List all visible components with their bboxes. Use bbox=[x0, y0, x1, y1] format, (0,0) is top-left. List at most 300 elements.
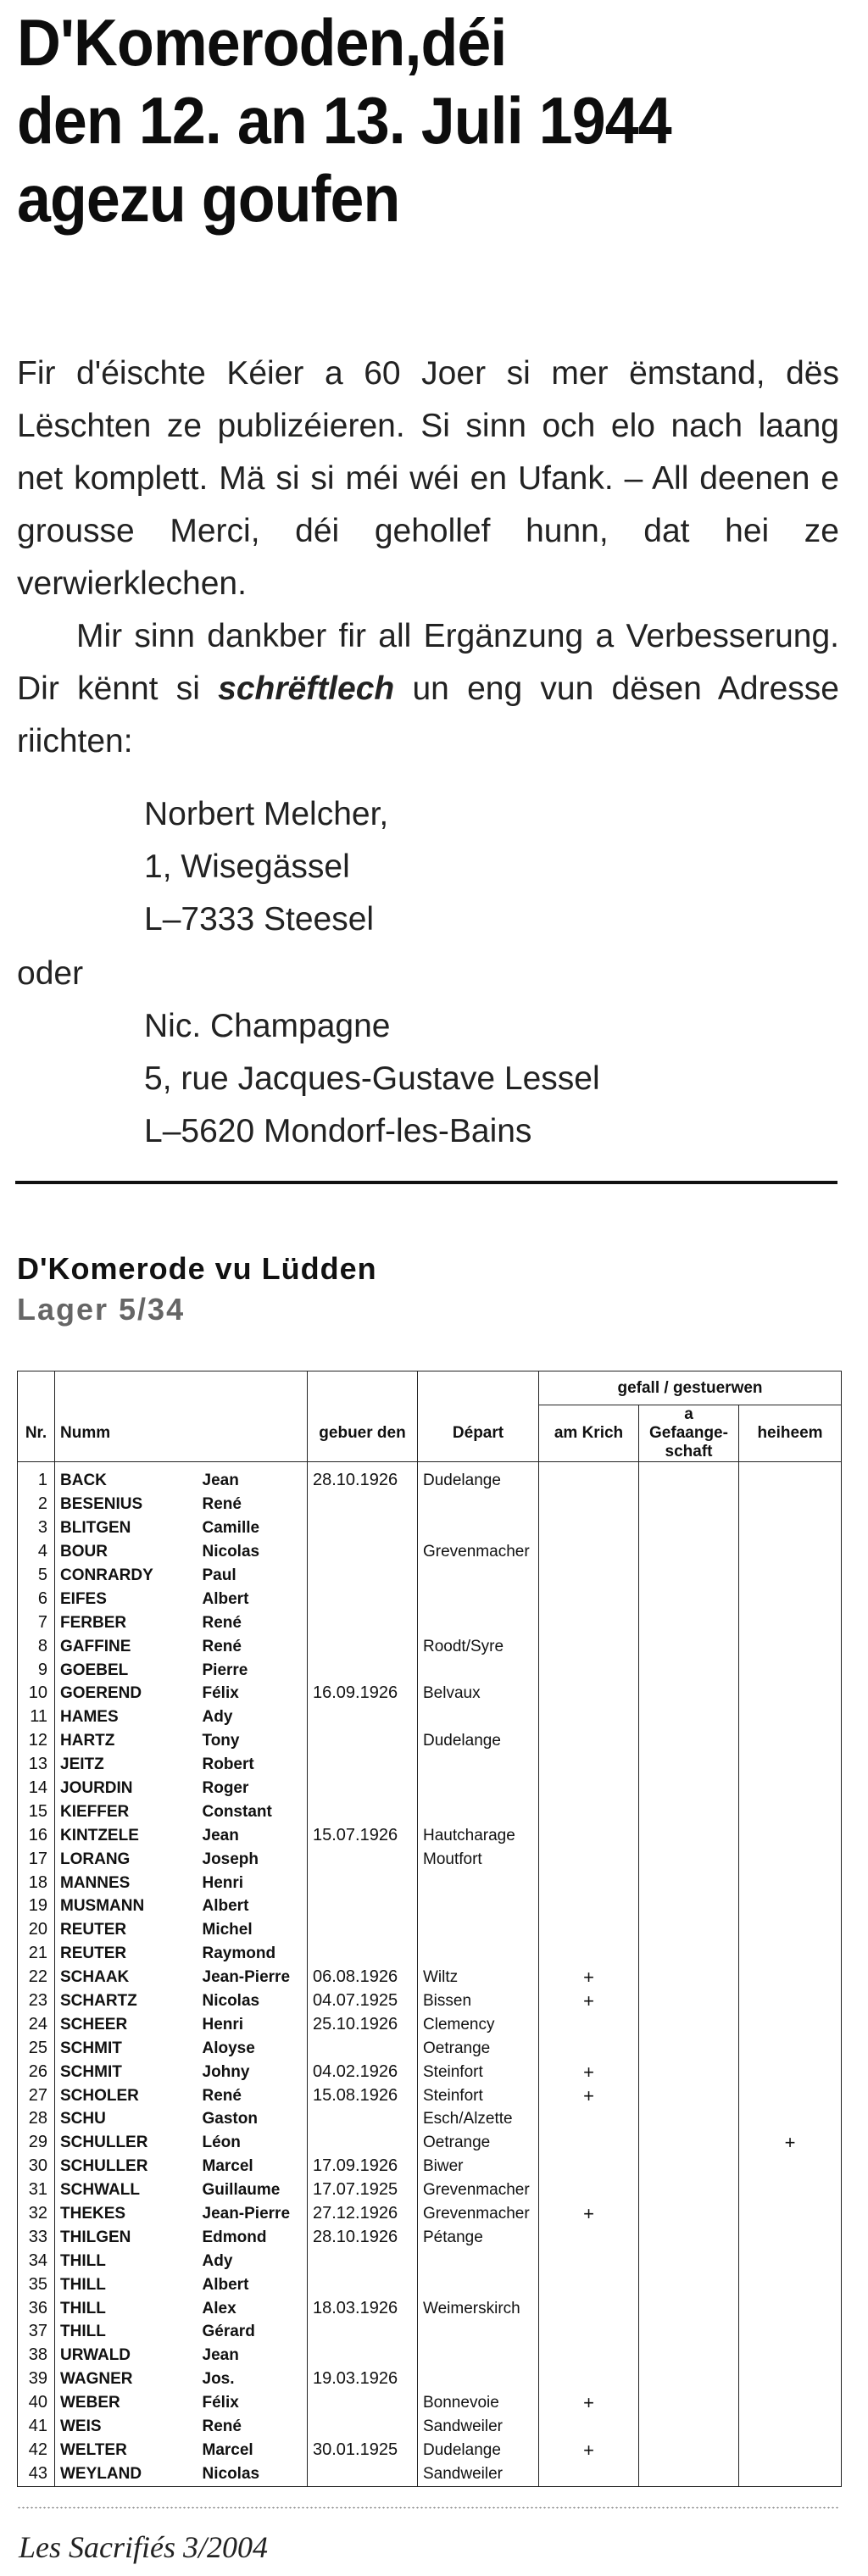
table-row bbox=[18, 1588, 842, 1611]
died-in-captivity-mark-cell bbox=[639, 2226, 739, 2250]
row-number-cell: 6 bbox=[18, 1588, 55, 1611]
first-name-cell: René bbox=[198, 1634, 308, 1658]
fallen-in-war-mark-cell bbox=[539, 2013, 639, 2037]
died-in-captivity-mark-cell bbox=[639, 2202, 739, 2226]
birth-date-cell bbox=[308, 1871, 418, 1894]
birth-date-cell bbox=[308, 1942, 418, 1966]
footer-text: Les Sacrifiés 3/2004 bbox=[19, 2530, 268, 2564]
surname-cell: URWALD bbox=[55, 2344, 198, 2367]
birth-date-cell: 28.10.1926 bbox=[308, 1462, 418, 1494]
row-number-cell: 30 bbox=[18, 2155, 55, 2178]
fallen-in-war-mark-cell bbox=[539, 1634, 639, 1658]
surname-cell: THEKES bbox=[55, 2202, 198, 2226]
fallen-in-war-mark-cell: + bbox=[539, 2202, 639, 2226]
first-name-cell: Marcel bbox=[198, 2155, 308, 2178]
died-at-home-mark-cell bbox=[739, 2273, 842, 2296]
first-name-cell: Albert bbox=[198, 1588, 308, 1611]
fallen-in-war-mark-cell bbox=[539, 2273, 639, 2296]
fallen-in-war-mark-cell bbox=[539, 1682, 639, 1705]
died-in-captivity-mark-cell bbox=[639, 2415, 739, 2439]
died-in-captivity-mark-cell bbox=[639, 2060, 739, 2084]
first-name-cell: Tony bbox=[198, 1729, 308, 1753]
died-at-home-mark-cell bbox=[739, 1989, 842, 2013]
fallen-in-war-mark-cell: + bbox=[539, 2391, 639, 2415]
section-divider bbox=[15, 1181, 837, 1184]
died-in-captivity-mark-cell bbox=[639, 1894, 739, 1918]
died-at-home-mark-cell bbox=[739, 2013, 842, 2037]
birth-date-cell: 19.03.1926 bbox=[308, 2367, 418, 2391]
fallen-in-war-mark-cell bbox=[539, 2462, 639, 2487]
fallen-in-war-mark-cell: + bbox=[539, 2060, 639, 2084]
first-name-cell: Jean-Pierre bbox=[198, 2202, 308, 2226]
first-name-cell: Guillaume bbox=[198, 2178, 308, 2202]
died-in-captivity-mark-cell bbox=[639, 2273, 739, 2296]
died-in-captivity-mark-cell bbox=[639, 2013, 739, 2037]
fallen-in-war-mark-cell bbox=[539, 2296, 639, 2320]
birth-date-cell bbox=[308, 1564, 418, 1588]
died-in-captivity-mark-cell bbox=[639, 1564, 739, 1588]
departure-place-cell: Biwer bbox=[418, 2155, 539, 2178]
died-in-captivity-mark-cell bbox=[639, 1918, 739, 1942]
died-at-home-mark-cell bbox=[739, 1966, 842, 1989]
birth-date-cell bbox=[308, 1658, 418, 1682]
departure-place-cell: Dudelange bbox=[418, 1462, 539, 1494]
fallen-in-war-mark-cell bbox=[539, 1871, 639, 1894]
died-at-home-mark-cell bbox=[739, 2367, 842, 2391]
fallen-in-war-mark-cell bbox=[539, 2107, 639, 2131]
table-row bbox=[18, 2391, 842, 2415]
died-in-captivity-mark-cell bbox=[639, 1493, 739, 1516]
birth-date-cell bbox=[308, 2107, 418, 2131]
departure-place-cell bbox=[418, 1800, 539, 1824]
died-in-captivity-mark-cell bbox=[639, 1942, 739, 1966]
died-at-home-mark-cell bbox=[739, 2415, 842, 2439]
birth-date-cell bbox=[308, 2037, 418, 2061]
row-number-cell: 7 bbox=[18, 1611, 55, 1635]
died-in-captivity-mark-cell bbox=[639, 1753, 739, 1777]
surname-cell: WEBER bbox=[55, 2391, 198, 2415]
died-in-captivity-mark-cell bbox=[639, 2107, 739, 2131]
died-at-home-mark-cell: + bbox=[739, 2131, 842, 2155]
fallen-in-war-mark-cell: + bbox=[539, 2439, 639, 2462]
address-block-1 bbox=[144, 788, 388, 946]
first-name-cell: Nicolas bbox=[198, 1540, 308, 1564]
table-row bbox=[18, 2202, 842, 2226]
died-in-captivity-mark-cell bbox=[639, 2462, 739, 2487]
departure-place-cell: Bonnevoie bbox=[418, 2391, 539, 2415]
intro-text-segment: Mir sinn dankber fir all Ergänzung a Verbesserung. Dir kënnt si bbox=[17, 618, 839, 707]
departure-place-cell: Wiltz bbox=[418, 1966, 539, 1989]
row-number-cell: 33 bbox=[18, 2226, 55, 2250]
fallen-in-war-mark-cell bbox=[539, 2131, 639, 2155]
departure-place-cell: Sandweiler bbox=[418, 2462, 539, 2487]
fallen-in-war-mark-cell bbox=[539, 1800, 639, 1824]
surname-cell: WEYLAND bbox=[55, 2462, 198, 2487]
fallen-in-war-mark-cell bbox=[539, 1493, 639, 1516]
fallen-in-war-mark-cell bbox=[539, 2178, 639, 2202]
header-spacer bbox=[308, 1371, 418, 1405]
surname-cell: WELTER bbox=[55, 2439, 198, 2462]
roster-body bbox=[18, 1462, 842, 2487]
table-row bbox=[18, 2131, 842, 2155]
died-in-captivity-mark-cell bbox=[639, 2367, 739, 2391]
departure-place-cell: Grevenmacher bbox=[418, 1540, 539, 1564]
surname-cell: REUTER bbox=[55, 1942, 198, 1966]
row-number-cell: 16 bbox=[18, 1824, 55, 1848]
surname-cell: THILL bbox=[55, 2273, 198, 2296]
row-number-cell: 22 bbox=[18, 1966, 55, 1989]
first-name-cell: Marcel bbox=[198, 2439, 308, 2462]
row-number-cell: 28 bbox=[18, 2107, 55, 2131]
surname-cell: SCHMIT bbox=[55, 2037, 198, 2061]
birth-date-cell bbox=[308, 1516, 418, 1540]
departure-place-cell: Pétange bbox=[418, 2226, 539, 2250]
first-name-cell: Jos. bbox=[198, 2367, 308, 2391]
table-row bbox=[18, 1705, 842, 1729]
fallen-in-war-mark-cell bbox=[539, 1705, 639, 1729]
table-row bbox=[18, 1894, 842, 1918]
died-in-captivity-mark-cell bbox=[639, 1729, 739, 1753]
row-number-cell: 9 bbox=[18, 1658, 55, 1682]
died-at-home-mark-cell bbox=[739, 2202, 842, 2226]
surname-cell: THILL bbox=[55, 2250, 198, 2273]
table-row bbox=[18, 1540, 842, 1564]
column-header-nr: Nr. bbox=[18, 1405, 55, 1462]
table-row bbox=[18, 1966, 842, 1989]
table-row bbox=[18, 2439, 842, 2462]
table-row bbox=[18, 1871, 842, 1894]
surname-cell: SCHULLER bbox=[55, 2155, 198, 2178]
fallen-in-war-mark-cell bbox=[539, 2226, 639, 2250]
died-in-captivity-mark-cell bbox=[639, 2178, 739, 2202]
birth-date-cell bbox=[308, 2320, 418, 2344]
surname-cell: GOEBEL bbox=[55, 1658, 198, 1682]
first-name-cell: Constant bbox=[198, 1800, 308, 1824]
row-number-cell: 29 bbox=[18, 2131, 55, 2155]
table-row bbox=[18, 2060, 842, 2084]
first-name-cell: Paul bbox=[198, 1564, 308, 1588]
died-at-home-mark-cell bbox=[739, 1682, 842, 1705]
fallen-in-war-mark-cell bbox=[539, 1942, 639, 1966]
departure-place-cell: Moutfort bbox=[418, 1847, 539, 1871]
row-number-cell: 43 bbox=[18, 2462, 55, 2487]
section-subtitle: Lager 5/34 bbox=[17, 1292, 186, 1327]
table-row bbox=[18, 2273, 842, 2296]
column-header-depart: Départ bbox=[418, 1405, 539, 1462]
birth-date-cell bbox=[308, 1847, 418, 1871]
birth-date-cell: 16.09.1926 bbox=[308, 1682, 418, 1705]
table-row bbox=[18, 1824, 842, 1848]
died-in-captivity-mark-cell bbox=[639, 2391, 739, 2415]
departure-place-cell bbox=[418, 2273, 539, 2296]
row-number-cell: 3 bbox=[18, 1516, 55, 1540]
table-row bbox=[18, 2013, 842, 2037]
table-row bbox=[18, 2178, 842, 2202]
died-at-home-mark-cell bbox=[739, 2344, 842, 2367]
header-spacer bbox=[55, 1371, 308, 1405]
birth-date-cell bbox=[308, 1540, 418, 1564]
fallen-in-war-mark-cell bbox=[539, 1894, 639, 1918]
birth-date-cell bbox=[308, 2415, 418, 2439]
died-at-home-mark-cell bbox=[739, 2320, 842, 2344]
column-header-numm: Numm bbox=[55, 1405, 308, 1462]
intro-paragraph: Fir d'éischte Kéier a 60 Joer si mer ëmstand, dës Lëschten ze publizéieren. Si sinn och elo nach laang net komplett. Mä si si méi wéi en Ufank. – All deenen e grousse Merci, déi gehollef hunn, dat hei ze verwierklechen. bbox=[17, 355, 839, 602]
first-name-cell: Henri bbox=[198, 2013, 308, 2037]
first-name-cell: Jean-Pierre bbox=[198, 1966, 308, 1989]
headline-halftone-band bbox=[17, 251, 839, 276]
first-name-cell: Robert bbox=[198, 1753, 308, 1777]
row-number-cell: 10 bbox=[18, 1682, 55, 1705]
surname-cell: THILL bbox=[55, 2296, 198, 2320]
row-number-cell: 18 bbox=[18, 1871, 55, 1894]
died-in-captivity-mark-cell bbox=[639, 1871, 739, 1894]
died-at-home-mark-cell bbox=[739, 1777, 842, 1800]
birth-date-cell: 18.03.1926 bbox=[308, 2296, 418, 2320]
departure-place-cell: Steinfort bbox=[418, 2060, 539, 2084]
birth-date-cell bbox=[308, 1634, 418, 1658]
first-name-cell: Félix bbox=[198, 2391, 308, 2415]
died-in-captivity-mark-cell bbox=[639, 2344, 739, 2367]
row-number-cell: 26 bbox=[18, 2060, 55, 2084]
row-number-cell: 20 bbox=[18, 1918, 55, 1942]
died-in-captivity-mark-cell bbox=[639, 1634, 739, 1658]
died-at-home-mark-cell bbox=[739, 1871, 842, 1894]
birth-date-cell: 15.08.1926 bbox=[308, 2084, 418, 2107]
table-row bbox=[18, 2107, 842, 2131]
departure-place-cell: Dudelange bbox=[418, 2439, 539, 2462]
headline-line: D'Komeroden,déi bbox=[17, 5, 507, 80]
row-number-cell: 11 bbox=[18, 1705, 55, 1729]
died-in-captivity-mark-cell bbox=[639, 2037, 739, 2061]
died-at-home-mark-cell bbox=[739, 1493, 842, 1516]
first-name-cell: Johny bbox=[198, 2060, 308, 2084]
table-row bbox=[18, 2296, 842, 2320]
died-at-home-mark-cell bbox=[739, 1824, 842, 1848]
surname-cell: SCHULLER bbox=[55, 2131, 198, 2155]
departure-place-cell: Hautcharage bbox=[418, 1824, 539, 1848]
section-title: D'Komerode vu Lüdden bbox=[17, 1251, 377, 1286]
birth-date-cell: 28.10.1926 bbox=[308, 2226, 418, 2250]
died-in-captivity-mark-cell bbox=[639, 1540, 739, 1564]
surname-cell: SCHEER bbox=[55, 2013, 198, 2037]
departure-place-cell bbox=[418, 1894, 539, 1918]
departure-place-cell: Clemency bbox=[418, 2013, 539, 2037]
departure-place-cell: Sandweiler bbox=[418, 2415, 539, 2439]
fallen-in-war-mark-cell bbox=[539, 1729, 639, 1753]
died-at-home-mark-cell bbox=[739, 2037, 842, 2061]
birth-date-cell: 04.07.1925 bbox=[308, 1989, 418, 2013]
intro-paragraph-2 bbox=[17, 610, 839, 768]
died-in-captivity-mark-cell bbox=[639, 1611, 739, 1635]
intro-text-segment: un eng vun dësen Adresse riichten: bbox=[17, 670, 839, 759]
birth-date-cell bbox=[308, 1729, 418, 1753]
birth-date-cell: 25.10.1926 bbox=[308, 2013, 418, 2037]
died-in-captivity-mark-cell bbox=[639, 1588, 739, 1611]
fallen-in-war-mark-cell bbox=[539, 1540, 639, 1564]
first-name-cell: Edmond bbox=[198, 2226, 308, 2250]
died-at-home-mark-cell bbox=[739, 1540, 842, 1564]
surname-cell: THILL bbox=[55, 2320, 198, 2344]
emphasis-text: schrëftlech bbox=[218, 670, 395, 707]
died-in-captivity-mark-cell bbox=[639, 1516, 739, 1540]
first-name-cell: Ady bbox=[198, 1705, 308, 1729]
surname-cell: SCHARTZ bbox=[55, 1989, 198, 2013]
fallen-in-war-mark-cell: + bbox=[539, 1989, 639, 2013]
first-name-cell: Joseph bbox=[198, 1847, 308, 1871]
died-at-home-mark-cell bbox=[739, 1611, 842, 1635]
died-in-captivity-mark-cell bbox=[639, 1777, 739, 1800]
fallen-in-war-mark-cell bbox=[539, 1588, 639, 1611]
birth-date-cell bbox=[308, 1918, 418, 1942]
fallen-in-war-mark-cell bbox=[539, 1847, 639, 1871]
oder-label: oder bbox=[17, 955, 84, 992]
table-row bbox=[18, 1942, 842, 1966]
first-name-cell: Alex bbox=[198, 2296, 308, 2320]
row-number-cell: 40 bbox=[18, 2391, 55, 2415]
departure-place-cell bbox=[418, 1588, 539, 1611]
table-row bbox=[18, 1989, 842, 2013]
row-number-cell: 39 bbox=[18, 2367, 55, 2391]
row-number-cell: 5 bbox=[18, 1564, 55, 1588]
birth-date-cell: 17.07.1925 bbox=[308, 2178, 418, 2202]
first-name-cell: Félix bbox=[198, 1682, 308, 1705]
died-at-home-mark-cell bbox=[739, 2060, 842, 2084]
surname-cell: HARTZ bbox=[55, 1729, 198, 1753]
died-at-home-mark-cell bbox=[739, 2462, 842, 2487]
surname-cell: SCHAAK bbox=[55, 1966, 198, 1989]
fallen-in-war-mark-cell bbox=[539, 1658, 639, 1682]
died-at-home-mark-cell bbox=[739, 2226, 842, 2250]
address-line: 5, rue Jacques-Gustave Lessel bbox=[144, 1060, 600, 1097]
table-row bbox=[18, 1729, 842, 1753]
table-row bbox=[18, 1777, 842, 1800]
died-in-captivity-mark-cell bbox=[639, 1966, 739, 1989]
died-in-captivity-mark-cell bbox=[639, 1658, 739, 1682]
fallen-in-war-mark-cell bbox=[539, 2037, 639, 2061]
died-at-home-mark-cell bbox=[739, 1942, 842, 1966]
table-row bbox=[18, 1634, 842, 1658]
departure-place-cell: Bissen bbox=[418, 1989, 539, 2013]
birth-date-cell: 27.12.1926 bbox=[308, 2202, 418, 2226]
departure-place-cell bbox=[418, 1753, 539, 1777]
table-row bbox=[18, 2084, 842, 2107]
birth-date-cell: 17.09.1926 bbox=[308, 2155, 418, 2178]
surname-cell: THILGEN bbox=[55, 2226, 198, 2250]
departure-place-cell bbox=[418, 1611, 539, 1635]
fallen-in-war-mark-cell bbox=[539, 1611, 639, 1635]
died-in-captivity-mark-cell bbox=[639, 1705, 739, 1729]
surname-cell: HAMES bbox=[55, 1705, 198, 1729]
died-at-home-mark-cell bbox=[739, 1753, 842, 1777]
surname-cell: EIFES bbox=[55, 1588, 198, 1611]
headline-line: den 12. an 13. Juli 1944 bbox=[17, 83, 671, 158]
departure-place-cell bbox=[418, 1871, 539, 1894]
surname-cell: GAFFINE bbox=[55, 1634, 198, 1658]
surname-cell: BOUR bbox=[55, 1540, 198, 1564]
fallen-in-war-mark-cell bbox=[539, 2344, 639, 2367]
row-number-cell: 23 bbox=[18, 1989, 55, 2013]
died-at-home-mark-cell bbox=[739, 1462, 842, 1494]
birth-date-cell bbox=[308, 1588, 418, 1611]
birth-date-cell bbox=[308, 2131, 418, 2155]
row-number-cell: 36 bbox=[18, 2296, 55, 2320]
first-name-cell: Ady bbox=[198, 2250, 308, 2273]
first-name-cell: Jean bbox=[198, 2344, 308, 2367]
intro-text bbox=[17, 348, 839, 768]
departure-place-cell bbox=[418, 1658, 539, 1682]
birth-date-cell bbox=[308, 2462, 418, 2487]
died-in-captivity-mark-cell bbox=[639, 2131, 739, 2155]
departure-place-cell bbox=[418, 1705, 539, 1729]
surname-cell: GOEREND bbox=[55, 1682, 198, 1705]
died-at-home-mark-cell bbox=[739, 1800, 842, 1824]
first-name-cell: Gérard bbox=[198, 2320, 308, 2344]
departure-place-cell bbox=[418, 1777, 539, 1800]
address-line: 1, Wisegässel bbox=[144, 848, 350, 885]
surname-cell: JEITZ bbox=[55, 1753, 198, 1777]
died-at-home-mark-cell bbox=[739, 2107, 842, 2131]
table-row bbox=[18, 2415, 842, 2439]
died-in-captivity-mark-cell bbox=[639, 1682, 739, 1705]
died-in-captivity-mark-cell bbox=[639, 2155, 739, 2178]
column-header-krich: am Krich bbox=[539, 1405, 639, 1462]
died-in-captivity-mark-cell bbox=[639, 1989, 739, 2013]
first-name-cell: Jean bbox=[198, 1462, 308, 1494]
died-at-home-mark-cell bbox=[739, 1634, 842, 1658]
table-row bbox=[18, 2344, 842, 2367]
died-at-home-mark-cell bbox=[739, 1918, 842, 1942]
table-row bbox=[18, 2462, 842, 2487]
fallen-in-war-mark-cell bbox=[539, 2367, 639, 2391]
first-name-cell: Nicolas bbox=[198, 2462, 308, 2487]
fallen-in-war-mark-cell bbox=[539, 1462, 639, 1494]
birth-date-cell: 04.02.1926 bbox=[308, 2060, 418, 2084]
surname-cell: KIEFFER bbox=[55, 1800, 198, 1824]
roster-table bbox=[17, 1371, 842, 2487]
first-name-cell: Jean bbox=[198, 1824, 308, 1848]
birth-date-cell bbox=[308, 1493, 418, 1516]
died-at-home-mark-cell bbox=[739, 1658, 842, 1682]
table-row bbox=[18, 1462, 842, 1494]
address-block-2 bbox=[144, 1000, 600, 1158]
died-at-home-mark-cell bbox=[739, 1516, 842, 1540]
first-name-cell: Henri bbox=[198, 1871, 308, 1894]
fallen-in-war-mark-cell: + bbox=[539, 1966, 639, 1989]
died-at-home-mark-cell bbox=[739, 1847, 842, 1871]
table-row bbox=[18, 1800, 842, 1824]
address-line: L–7333 Steesel bbox=[144, 901, 375, 937]
row-number-cell: 24 bbox=[18, 2013, 55, 2037]
row-number-cell: 42 bbox=[18, 2439, 55, 2462]
fallen-in-war-mark-cell bbox=[539, 1824, 639, 1848]
died-in-captivity-mark-cell bbox=[639, 2320, 739, 2344]
died-at-home-mark-cell bbox=[739, 2250, 842, 2273]
surname-cell: MUSMANN bbox=[55, 1894, 198, 1918]
fallen-in-war-mark-cell bbox=[539, 2155, 639, 2178]
birth-date-cell bbox=[308, 2391, 418, 2415]
column-header-heiheem: heiheem bbox=[739, 1405, 842, 1462]
surname-cell: WAGNER bbox=[55, 2367, 198, 2391]
birth-date-cell bbox=[308, 2344, 418, 2367]
first-name-cell: René bbox=[198, 1611, 308, 1635]
fallen-in-war-mark-cell bbox=[539, 2415, 639, 2439]
table-row bbox=[18, 1516, 842, 1540]
departure-place-cell bbox=[418, 2344, 539, 2367]
surname-cell: SCHMIT bbox=[55, 2060, 198, 2084]
surname-cell: BESENIUS bbox=[55, 1493, 198, 1516]
birth-date-cell bbox=[308, 1894, 418, 1918]
departure-place-cell: Weimerskirch bbox=[418, 2296, 539, 2320]
